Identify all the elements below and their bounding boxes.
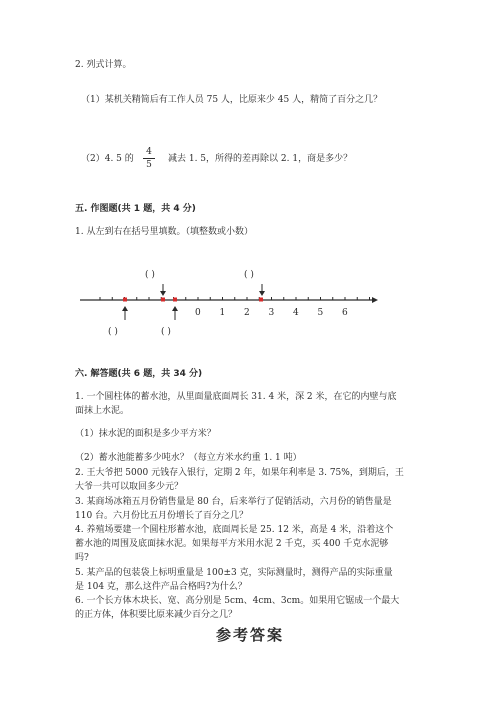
tick-label: 6	[342, 308, 348, 318]
tick-label: 5	[317, 308, 324, 318]
q2-item1: （1）某机关精简后有工作人员 75 人，比原来少 45 人，精简了百分之几？	[81, 95, 383, 105]
axis-arrow	[372, 297, 378, 303]
bracket-bottom-2: ( )	[161, 327, 171, 337]
s6-q1-line1: 1. 一个圆柱体的蓄水池，从里面量底面周长 31. 4 米，深 2 米，在它的内壁与底	[75, 392, 397, 402]
tick-label: 4	[293, 308, 299, 318]
bracket-bottom-1: ( )	[108, 327, 118, 337]
s6-q1-line2: 面抹上水泥。	[75, 406, 130, 416]
number-line	[0, 262, 500, 342]
marker-4	[259, 298, 263, 302]
s6-q4-line3: 吗?	[75, 553, 89, 563]
s6-q3-line1: 3. 某商场冰箱五月份销售量是 80 台，后来举行了促销活动，六月份的销售量是	[75, 497, 392, 507]
s6-q4-line2: 蓄水池的周围及底面抹水泥。如果每平方米用水泥 2 千克，买 400 千克水泥够	[75, 539, 389, 549]
fraction	[143, 147, 155, 170]
s6-q6-line2: 的正方体，体积要比原来减少百分之几？	[75, 610, 238, 620]
s6-q3-line2: 110 台。六月份比五月份增长了百分之几？	[75, 511, 249, 521]
bracket-top-1: ( )	[145, 270, 155, 280]
section5-q1: 1. 从左到右在括号里填数。（填整数或小数）	[75, 227, 253, 237]
s6-q5-line2: 是 104 克，那么这件产品合格吗?为什么？	[75, 582, 247, 592]
s6-q2-line2: 大爷一共可以取回多少元？	[75, 482, 184, 492]
q2-item2-suffix: 减去 1. 5，所得的差再除以 2. 1，商是多少？	[168, 154, 353, 164]
section5-heading: 五. 作图题(共 1 题，共 4 分)	[75, 204, 196, 214]
marker-2	[161, 298, 165, 302]
s6-q1-sub1: （1）抹水泥的面积是多少平方米？	[75, 429, 216, 439]
tick-label: 1	[219, 308, 226, 318]
marker-1	[123, 298, 127, 302]
tick-label: 0	[195, 308, 201, 318]
fraction-numerator: 4	[146, 147, 152, 157]
marker-3	[173, 298, 177, 302]
fraction-bar	[143, 158, 155, 159]
bracket-top-2: ( )	[244, 270, 254, 280]
answer-title: 参考答案	[215, 626, 284, 644]
section6-heading: 六. 解答题(共 6 题，共 34 分)	[75, 369, 203, 379]
s6-q2-line1: 2. 王大爷把 5000 元钱存入银行，定期 2 年，如果年利率是 3. 75%，到期后，王	[75, 468, 404, 478]
q2-heading: 2. 列式计算。	[75, 60, 132, 70]
fraction-denominator: 5	[146, 160, 152, 170]
q2-item2-prefix: （2）4. 5 的	[81, 154, 134, 164]
s6-q1-sub2: （2）蓄水池能蓄多少吨水？（每立方米水约重 1. 1 吨）	[75, 453, 302, 463]
tick-label: 3	[268, 308, 275, 318]
s6-q6-line1: 6. 一个长方体木块长、宽、高分别是 5cm、4cm、3cm。如果用它锯成一个最大	[75, 596, 400, 606]
tick-label: 2	[244, 308, 250, 318]
s6-q5-line1: 5. 某产品的包装袋上标明重量是 100±3 克，实际测量时，测得产品的实际重量	[75, 568, 393, 578]
s6-q4-line1: 4. 养殖场要建一个圆柱形蓄水池，底面周长是 25. 12 米，高是 4 米，沿着这个	[75, 525, 394, 535]
